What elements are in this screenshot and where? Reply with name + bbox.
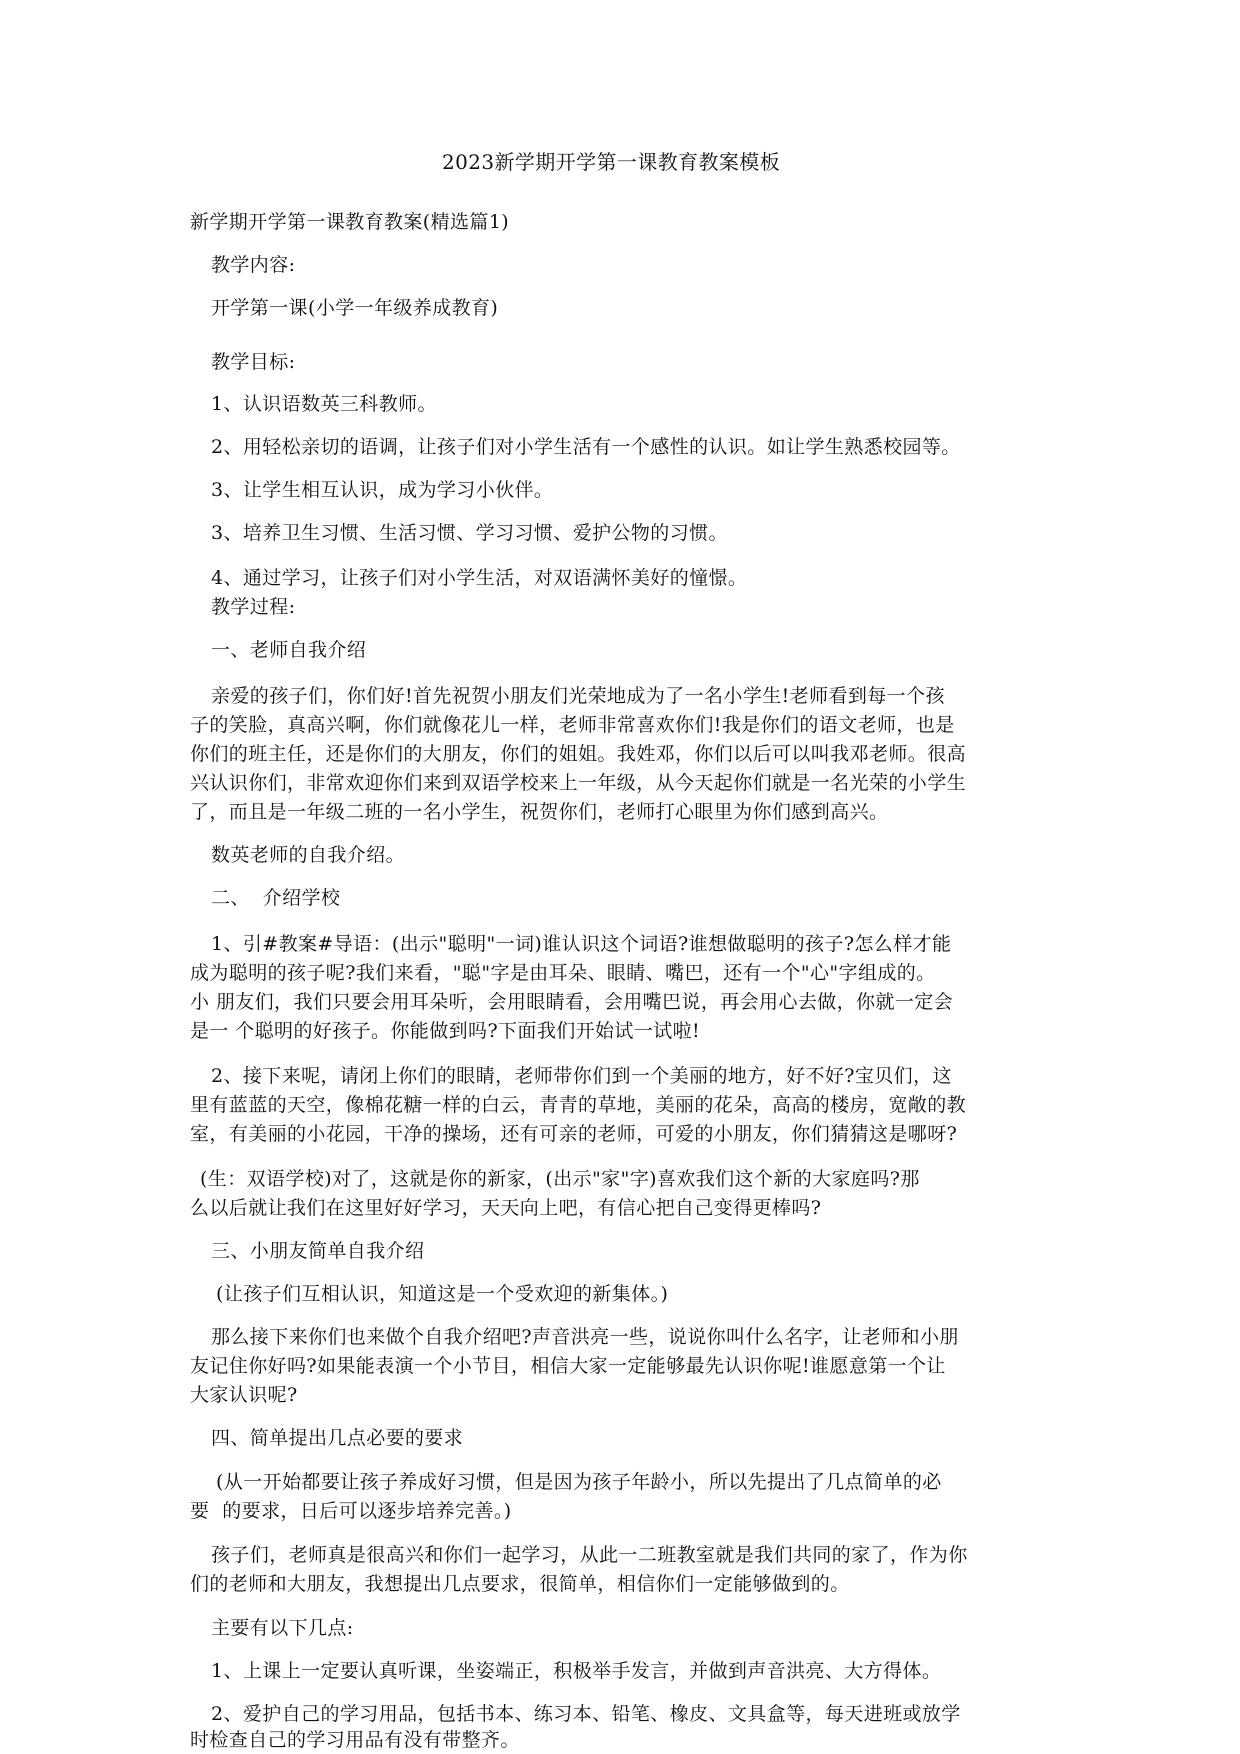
content-text: 开学第一课(小学一年级养成教育) [211, 297, 499, 319]
goal-item: 3、让学生相互认识，成为学习小伙伴。 [211, 479, 554, 501]
paragraph-line: 是一 个聪明的好孩子。你能做到吗?下面我们开始试一试啦! [190, 1020, 701, 1042]
part3-heading: 三、小朋友简单自我介绍 [211, 1240, 425, 1262]
goal-item: 4、通过学习，让孩子们对小学生活，对双语满怀美好的憧憬。 [211, 567, 748, 589]
paragraph-line: 里有蓝蓝的天空，像棉花糖一样的白云，青青的草地，美丽的花朵，高高的楼房，宽敞的教 [190, 1094, 967, 1116]
rule-item: 2、爱护自己的学习用品，包括书本、练习本、铅笔、橡皮、文具盒等，每天进班或放学 [211, 1703, 961, 1725]
rule-item: 时检查自己的学习用品有没有带整齐。 [190, 1729, 520, 1751]
paragraph-line: 那么接下来你们也来做个自我介绍吧?声音洪亮一些，说说你叫什么名字，让老师和小朋 [211, 1326, 959, 1348]
paragraph-line: 们的老师和大朋友，我想提出几点要求，很简单，相信你们一定能够做到的。 [190, 1573, 850, 1595]
paragraph-line: 么以后就让我们在这里好好学习，天天向上吧，有信心把自己变得更棒吗? [190, 1197, 822, 1219]
part4-heading: 四、简单提出几点必要的要求 [211, 1427, 464, 1449]
list-label: 主要有以下几点: [211, 1617, 354, 1639]
paragraph-line: 1、引#教案#导语：(出示"聪明"一词)谁认识这个词语?谁想做聪明的孩子?怎么样才能 [211, 933, 952, 955]
part3-note: (让孩子们互相认识，知道这是一个受欢迎的新集体。) [216, 1283, 669, 1305]
paragraph-line: (生：双语学校)对了，这就是你的新家，(出示"家"字)喜欢我们这个新的大家庭吗?那 [200, 1168, 920, 1190]
paragraph-line: 你们的班主任，还是你们的大朋友，你们的姐姐。我姓邓，你们以后可以叫我邓老师。很高 [190, 743, 967, 765]
rule-item: 1、上课上一定要认真听课，坐姿端正，积极举手发言，并做到声音洪亮、大方得体。 [211, 1660, 942, 1682]
paragraph-line: 成为聪明的孩子呢?我们来看，"聪"字是由耳朵、眼睛、嘴巴，还有一个"心"字组成的。 [190, 962, 936, 984]
document-title: 2023新学期开学第一课教育教案模板 [442, 150, 781, 174]
paragraph-line: 了，而且是一年级二班的一名小学生，祝贺你们，老师打心眼里为你们感到高兴。 [190, 801, 889, 823]
paragraph-line: 室，有美丽的小花园，干净的操场，还有可亲的老师，可爱的小朋友，你们猜猜这是哪呀? [190, 1123, 958, 1145]
paragraph-line: 孩子们，老师真是很高兴和你们一起学习，从此一二班教室就是我们共同的家了，作为你 [211, 1544, 968, 1566]
paragraph-line: 亲爱的孩子们，你们好!首先祝贺小朋友们光荣地成为了一名小学生!老师看到每一个孩 [211, 685, 945, 707]
goal-item: 2、用轻松亲切的语调，让孩子们对小学生活有一个感性的认识。如让学生熟悉校园等。 [211, 436, 961, 458]
paragraph-line: 友记住你好吗?如果能表演一个小节目，相信大家一定能够最先认识你呢!谁愿意第一个让 [190, 1355, 946, 1377]
paragraph-line: 小 朋友们，我们只要会用耳朵听，会用眼睛看，会用嘴巴说，再会用心去做，你就一定会 [190, 991, 954, 1013]
paragraph-line: 大家认识呢? [190, 1384, 298, 1406]
content-label: 教学内容: [211, 254, 296, 276]
goal-item: 3、培养卫生习惯、生活习惯、学习习惯、爱护公物的习惯。 [211, 522, 728, 544]
paragraph-line: 兴认识你们，非常欢迎你们来到双语学校来上一年级，从今天起你们就是一名光荣的小学生 [190, 772, 967, 794]
part1-note: 数英老师的自我介绍。 [211, 844, 406, 866]
process-label: 教学过程: [211, 596, 296, 618]
paragraph-line: 子的笑脸，真高兴啊，你们就像花儿一样，老师非常喜欢你们!我是你们的语文老师，也是 [190, 714, 955, 736]
section-heading: 新学期开学第一课教育教案(精选篇1) [190, 211, 510, 233]
part4-note-line: 要 的要求，日后可以逐步培养完善。) [190, 1500, 512, 1522]
paragraph-line: 2、接下来呢，请闭上你们的眼睛，老师带你们到一个美丽的地方，好不好?宝贝们，这 [211, 1065, 952, 1087]
part2-heading: 二、 介绍学校 [211, 887, 341, 909]
part4-note-line: (从一开始都要让孩子养成好习惯，但是因为孩子年龄小，所以先提出了几点简单的必 [216, 1471, 942, 1493]
goals-label: 教学目标: [211, 351, 296, 373]
part1-heading: 一、老师自我介绍 [211, 639, 367, 661]
goal-item: 1、认识语数英三科教师。 [211, 393, 437, 415]
